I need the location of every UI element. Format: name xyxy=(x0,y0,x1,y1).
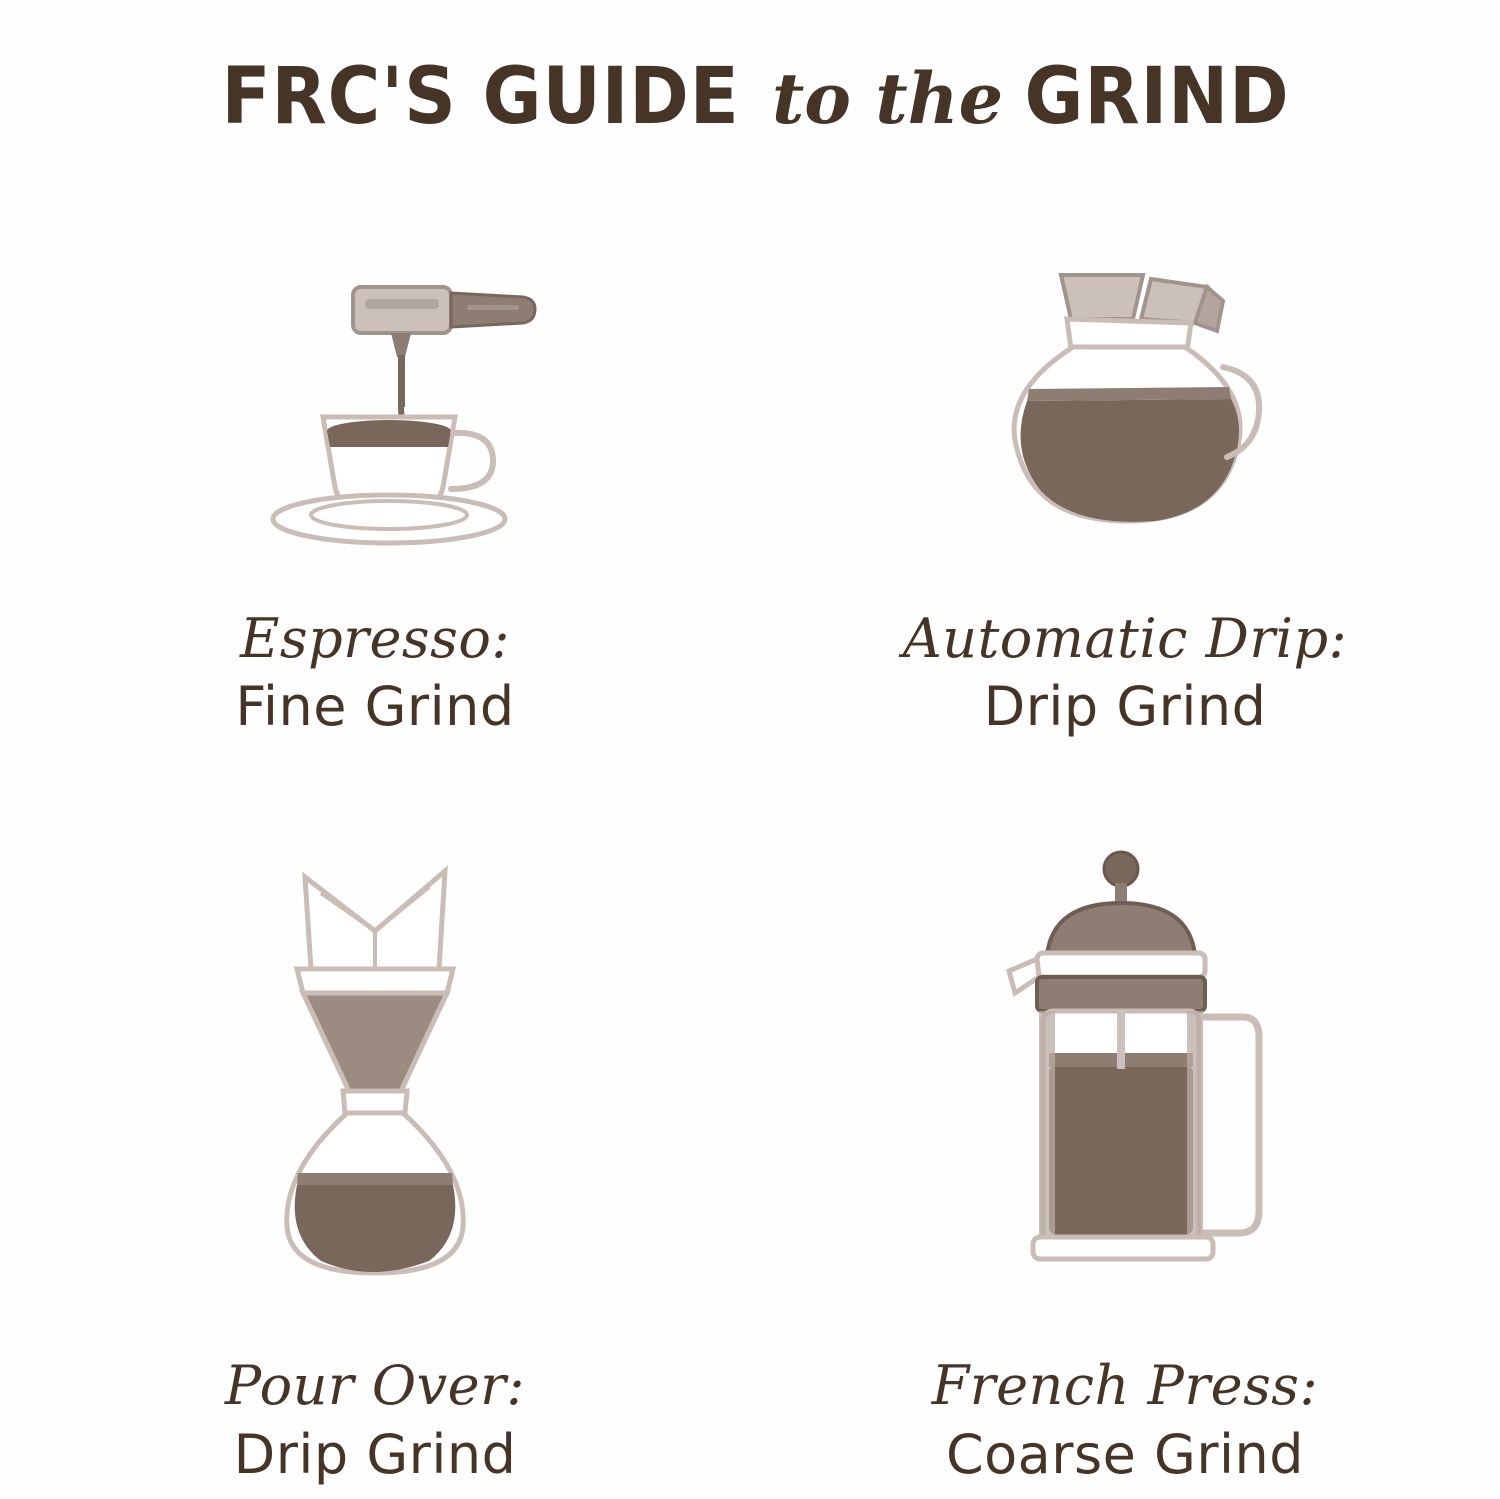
method-label: Espresso: xyxy=(239,607,511,670)
method-label: Automatic Drip: xyxy=(902,607,1348,670)
espresso-machine-cup-icon xyxy=(205,195,545,595)
grind-label: Drip Grind xyxy=(983,675,1267,739)
grind-label: Drip Grind xyxy=(233,1422,517,1486)
page-title xyxy=(0,52,1500,142)
title-script-word: to the xyxy=(771,57,1004,140)
caption-french-press xyxy=(932,1356,1318,1485)
caption-automatic-drip xyxy=(903,609,1347,738)
title-part-two: GRIND xyxy=(1024,52,1290,142)
method-label: Pour Over: xyxy=(224,1354,526,1418)
method-card-automatic-drip xyxy=(750,195,1500,816)
caption-pour-over xyxy=(225,1356,525,1485)
method-card-pour-over xyxy=(0,816,750,1485)
method-grid xyxy=(0,195,1500,1485)
grind-label: Fine Grind xyxy=(235,675,515,739)
method-card-espresso xyxy=(0,195,750,816)
title-part-one: FRC'S GUIDE xyxy=(221,52,740,142)
drip-coffee-carafe-icon xyxy=(955,195,1295,595)
method-card-french-press xyxy=(750,816,1500,1485)
french-press-icon xyxy=(975,816,1275,1336)
pour-over-chemex-icon xyxy=(225,816,525,1336)
grind-label: Coarse Grind xyxy=(945,1422,1305,1486)
method-label: French Press: xyxy=(931,1354,1319,1418)
caption-espresso xyxy=(235,609,514,738)
